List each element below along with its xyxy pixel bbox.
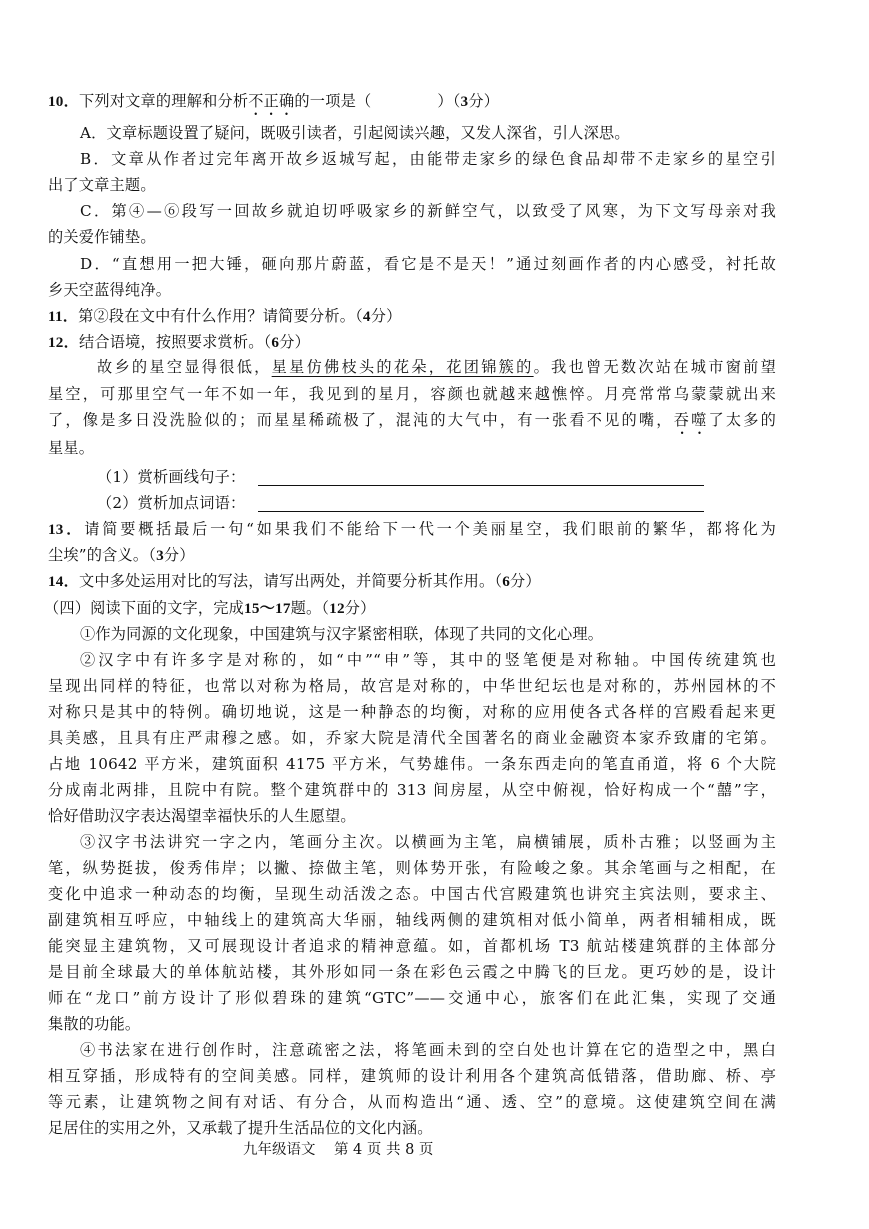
passage-line: 变化中追求一种动态的均衡，呈现生动活泼之态。中国古代宫殿建筑也讲究主宾法则，要求主、 [48, 885, 776, 903]
score: 12 [329, 600, 345, 617]
question-number: 11． [48, 308, 79, 325]
passage-line: 等元素，让建筑物之间有对话、有分合，从而构造出“通、透、空”的意境。这使建筑空间在满 [48, 1093, 776, 1111]
passage-line: ③汉字书法讲究一字之内，笔画分主次。以横画为主笔，扁横铺展，质朴古雅；以竖画为主 [80, 833, 776, 851]
passage-line: 足居住的实用之外，又承载了提升生活品位的文化内涵。 [48, 1119, 433, 1137]
passage-line: 恰好借助汉字表达渴望幸福快乐的人生愿望。 [48, 807, 356, 825]
passage-line: 副建筑相互呼应，中轴线上的建筑高大华丽，轴线两侧的建筑相对低小简单，两者相辅相成，既 [48, 911, 776, 929]
emphasized-text: 不正确 [248, 92, 295, 110]
passage-line: 占地 10642 平方米，建筑面积 4175 平方米，气势雄伟。一条东西走向的笔直甬道，将 6 个大院 [48, 755, 776, 773]
question-13: 13．请简要概括最后一句“如果我们不能给下一代一个美丽星空，我们眼前的繁华，都将化为 [48, 520, 776, 538]
score: 6 [271, 334, 280, 351]
question-number: 13． [48, 521, 85, 538]
score: 4 [362, 308, 371, 325]
underlined-sentence: 星星仿佛枝头的花朵，花团锦簇的 [271, 358, 534, 376]
excerpt-line-3: 了，像是多日没洗脸似的；而星星稀疏极了，混沌的大气中，有一张看不见的嘴，吞噬了太多的 [48, 411, 776, 429]
excerpt-line-4: 星星。 [48, 439, 95, 457]
question-14: 14．文中多处运用对比的写法，请写出两处，并简要分析其作用。（6分） [48, 572, 541, 590]
passage-line: 对称只是其中的特例。确切地说，这是一种静态的均衡，对称的应用使各式各样的宫殿看起来更 [48, 703, 776, 721]
question-12: 12．结合语境，按照要求赏析。（6分） [48, 333, 310, 351]
passage-line: 具美感，且具有庄严肃穆之感。如，乔家大院是清代全国著名的商业金融资本家乔致庸的宅第。 [48, 729, 776, 747]
excerpt-line-2: 星空，可那里空气一年不如一年，我见到的星月，容颜也就越来越憔悴。月亮常常乌蒙蒙就出来 [48, 385, 776, 403]
dotted-word: 吞噬 [673, 411, 709, 429]
passage-line: 相互穿插，形成特有的空间美感。同样，建筑师的设计利用各个建筑高低错落，借助廊、桥、亭 [48, 1067, 776, 1085]
question-13-cont: 尘埃”的含义。（3分） [48, 546, 195, 564]
question-number: 14． [48, 573, 79, 590]
question-10-stem: 10．下列对文章的理解和分析不正确的一项是（ ）（3分） [48, 92, 500, 110]
sub-question-2-label: （2）赏析加点词语： [97, 494, 246, 512]
footer-page-number: 第 4 页 共 8 页 [333, 1142, 434, 1158]
question-number: 10． [48, 93, 79, 110]
passage-line: 集散的功能。 [48, 1015, 141, 1033]
passage-line: ②汉字中有许多字是对称的，如“中”“申”等，其中的竖笔便是对称轴。中国传统建筑也 [80, 651, 776, 669]
page-footer [243, 1139, 433, 1161]
option-d: D．“直想用一把大锤，砸向那片蔚蓝，看它是不是天！”通过刻画作者的内心感受，衬托故 [80, 255, 776, 273]
sub-question-1-label: （1）赏析画线句子： [97, 468, 246, 486]
passage-line: 分成南北两排，且院中有院。整个建筑群中的 313 间房屋，从空中俯视，恰好构成一个“囍”字， [48, 781, 776, 799]
footer-subject: 九年级语文 [243, 1142, 316, 1158]
answer-line-1[interactable] [258, 485, 704, 486]
question-number: 12． [48, 334, 79, 351]
passage-line: 师在“龙口”前方设计了形似碧珠的建筑“GTC”——交通中心，旅客们在此汇集，实现了交通 [48, 989, 776, 1007]
passage-line: ④书法家在进行创作时，注意疏密之法，将笔画未到的空白处也计算在它的造型之中，黑白 [80, 1041, 776, 1059]
option-c-cont: 的关爱作铺垫。 [48, 228, 156, 246]
score: 3 [156, 547, 164, 564]
passage-line: 能突显主建筑物，又可展现设计者追求的精神意蕴。如，首都机场 T3 航站楼建筑群的主体部分 [48, 937, 776, 955]
passage-line: ①作为同源的文化现象，中国建筑与汉字紧密相联，体现了共同的文化心理。 [80, 625, 604, 643]
answer-line-2[interactable] [258, 511, 704, 512]
option-a: A．文章标题设置了疑问，既吸引读者，引起阅读兴趣，又发人深省，引人深思。 [80, 124, 630, 142]
option-b: B．文章从作者过完年离开故乡返城写起，由能带走家乡的绿色食品却带不走家乡的星空引 [80, 150, 776, 168]
score: 6 [502, 573, 511, 590]
score: 3 [460, 93, 469, 110]
section-4-heading: （四）阅读下面的文字，完成15～17题。（12分） [44, 599, 376, 617]
option-d-cont: 乡天空蓝得纯净。 [48, 281, 172, 299]
passage-line: 是目前全球最大的单体航站楼，其外形如同一条在彩色云霞之中腾飞的巨龙。更巧妙的是，设计 [48, 963, 776, 981]
excerpt-line-1: 故乡的星空显得很低，星星仿佛枝头的花朵，花团锦簇的。我也曾无数次站在城市窗前望 [97, 358, 777, 376]
passage-line: 呈现出同样的特征，也常以对称为格局，故宫是对称的，中华世纪坛也是对称的，苏州园林的不 [48, 677, 776, 695]
option-c: C．第④—⑥段写一回故乡就迫切呼吸家乡的新鲜空气，以致受了风寒，为下文写母亲对我 [80, 202, 776, 220]
option-b-cont: 出了文章主题。 [48, 176, 156, 194]
passage-line: 笔，纵势挺拔，俊秀伟岸；以撇、捺做主笔，则体势开张，有险峻之象。其余笔画与之相配，在 [48, 859, 776, 877]
question-11: 11．第②段在文中有什么作用？请简要分析。（4分） [48, 307, 402, 325]
